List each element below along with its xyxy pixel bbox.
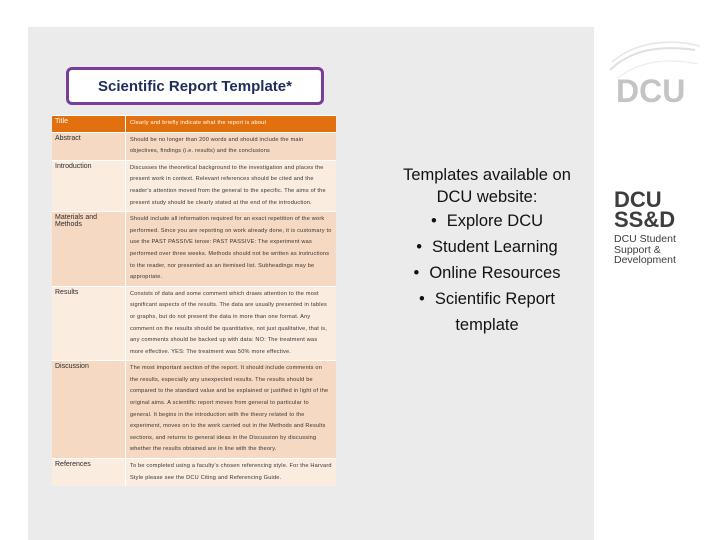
table-row-introduction — [52, 160, 336, 211]
row-label: Materials and Methods — [52, 212, 126, 286]
list-item — [398, 234, 576, 260]
row-text: Clearly and briefly indicate what the report is about — [126, 116, 336, 132]
slide-title: Scientific Report Template* — [98, 77, 292, 95]
table-row-title — [52, 115, 336, 132]
dcu-logo-swoosh — [610, 48, 695, 70]
row-label: Introduction — [52, 161, 126, 211]
list-item-label: Online Resources — [429, 264, 561, 282]
table-row-results — [52, 286, 336, 361]
row-text: Should include all information required for an exact repetition of the work performed. Since you are reporting on work already done, it is customary to use the PAST PASSIVE tense: PAST PASSIVE: The experiment was performed over three weeks. Methods should not be written as instructions to the reader, nor presented as an itemised list. Subheadings may be appropriate. — [126, 212, 336, 286]
list-item — [398, 208, 576, 234]
table-row-references — [52, 458, 336, 486]
table-row-abstract — [52, 132, 336, 160]
templates-info — [398, 164, 576, 338]
ssd-logo-line2: SS&D — [614, 207, 676, 232]
list-item — [398, 286, 576, 338]
row-text: To be completed using a faculty's chosen referencing style. For the Harvard Style please see the DCU Citing and Referencing Guide. — [126, 459, 336, 486]
row-text: Discusses the theoretical background to the investigation and places the present work in context. Relevant references should be cited and the reader's attention moved from the general to the specific. The aims of the present study should be clearly stated at the end of the introduction. — [126, 161, 336, 211]
ssd-logo-sub2: Support & — [614, 243, 661, 256]
bullet-icon: • — [430, 212, 437, 230]
bullet-icon: • — [413, 264, 420, 282]
dcu-logo-text: DCU — [616, 73, 686, 109]
templates-list — [398, 208, 576, 338]
list-item-label: Scientific Report template — [434, 290, 555, 334]
template-table — [52, 115, 336, 486]
list-item-label: Student Learning — [432, 238, 558, 256]
bullet-icon: • — [416, 238, 423, 256]
table-row-discussion — [52, 360, 336, 458]
row-text: Consists of data and some comment which draws attention to the most significant aspects of the results. The data are usually presented in tables or graphs, but do not present the data in more than one format. Any comment on the results should be quantitative, not just qualitative, that is, any comments should be backed up with data: NO: The treatment was more effective. YES: The treatment was 50% more effective. — [126, 287, 336, 361]
ssd-logo-line1: DCU — [614, 187, 662, 212]
ssd-logo-sub3: Development — [614, 254, 676, 266]
table-row-materials-methods — [52, 211, 336, 286]
row-text: Should be no longer than 200 words and should include the main objectives, findings (i.e. results) and the conclusions — [126, 133, 336, 160]
row-text: The most important section of the report. It should include comments on the results, especially any unexpected results. The results should be compared to the standard value and be explained or justified in light of the original aims. A scientific report moves from general to particular to general. It begins in the introduction with the theory related to the experiment, moves on to the work carried out in the Methods and Results sections, and returns to general ideas in the Discussion by discussing whether the results obtained are in line with the theory. — [126, 361, 336, 458]
slide-title-box — [66, 67, 324, 105]
dcu-logo — [600, 40, 712, 110]
row-label: References — [52, 459, 126, 486]
list-item-label: Explore DCU — [446, 212, 544, 230]
row-label: Results — [52, 287, 126, 361]
list-item — [398, 260, 576, 286]
row-label: Title — [52, 116, 126, 132]
templates-heading: Templates available on DCU website: — [403, 166, 571, 206]
bullet-icon: • — [419, 290, 425, 308]
row-label: Abstract — [52, 133, 126, 160]
ssd-logo — [614, 187, 716, 270]
ssd-logo-sub1: DCU Student — [614, 233, 676, 245]
row-label: Discussion — [52, 361, 126, 458]
